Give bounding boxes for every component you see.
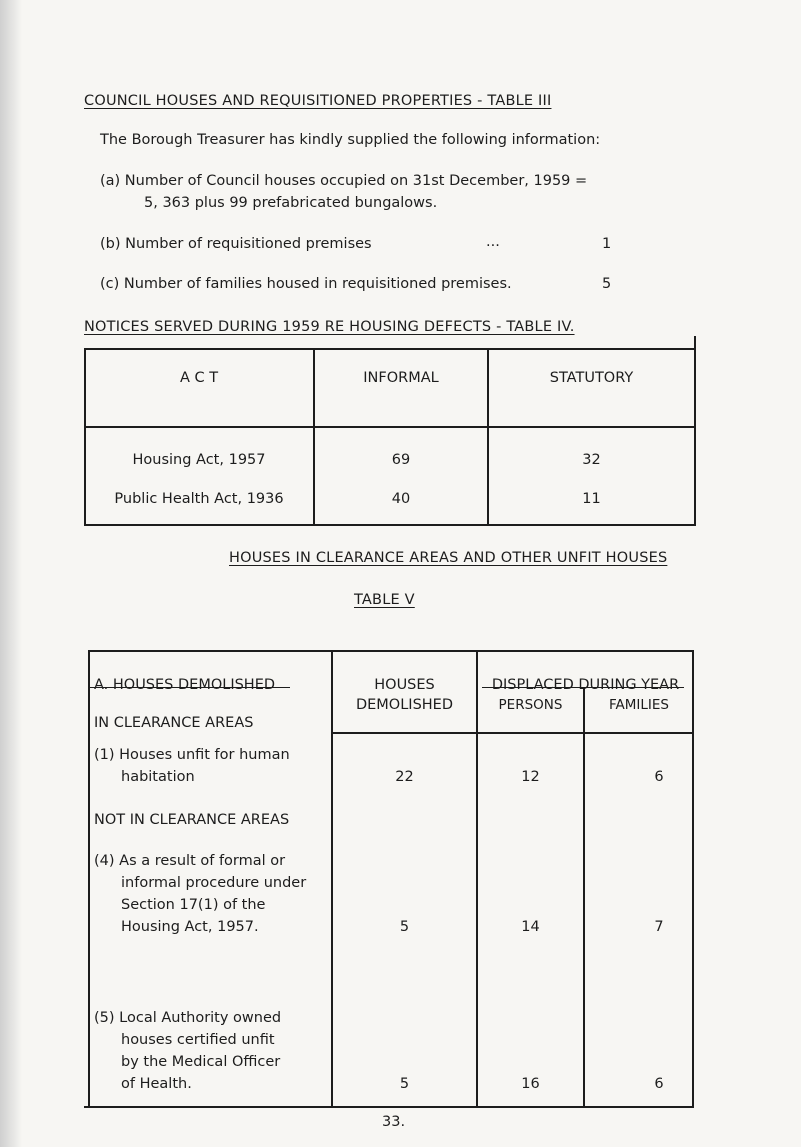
displaced-header: DISPLACED DURING YEAR	[491, 677, 680, 693]
table4-header-statutory: STATUTORY	[549, 370, 634, 386]
row4-label-2: informal procedure under	[121, 875, 307, 891]
table-cell: 16	[521, 1076, 540, 1092]
item-a-line1: (a) Number of Council houses occupied on 31st December, 1959 =	[100, 173, 588, 189]
table-cell: 40	[391, 491, 411, 507]
item-b-value: 1	[602, 236, 612, 252]
row1-label: (1) Houses unfit for human	[94, 747, 290, 763]
item-c-value: 5	[602, 276, 612, 292]
item-c-label: (c) Number of families housed in requisitioned premises.	[100, 276, 512, 292]
table-cell: 5	[399, 919, 410, 935]
table5-heading: HOUSES IN CLEARANCE AREAS AND OTHER UNFIT HOUSES	[229, 550, 668, 566]
item-b-label: (b) Number of requisitioned premises	[100, 236, 372, 252]
persons-header: PERSONS	[498, 697, 563, 713]
row4-label-3: Section 17(1) of the	[121, 897, 266, 913]
table-cell: 11	[582, 491, 601, 507]
table3-intro: The Borough Treasurer has kindly supplied the following information:	[100, 132, 601, 148]
table-row: Public Health Act, 1936	[114, 491, 284, 507]
row5-label-3: by the Medical Officer	[121, 1054, 281, 1070]
section-in-clearance: IN CLEARANCE AREAS	[94, 715, 254, 731]
row5-label-2: houses certified unfit	[121, 1032, 275, 1048]
row4-label-4: Housing Act, 1957.	[121, 919, 259, 935]
page-number: 33.	[382, 1114, 406, 1130]
houses-header-2: DEMOLISHED	[355, 697, 454, 713]
row5-label: (5) Local Authority owned	[94, 1010, 282, 1026]
table3-heading: COUNCIL HOUSES AND REQUISITIONED PROPERTIES - TABLE III	[84, 93, 552, 109]
table-cell: 5	[399, 1076, 410, 1092]
table-cell: 12	[521, 769, 540, 785]
table4	[84, 348, 696, 528]
row4-label: (4) As a result of formal or	[94, 853, 286, 869]
table-cell: 22	[395, 769, 414, 785]
scan-edge-shadow	[0, 0, 22, 1147]
table5	[88, 650, 694, 1132]
table4-heading: NOTICES SERVED DURING 1959 RE HOUSING DEFECTS - TABLE IV.	[84, 319, 575, 335]
row5-label-4: of Health.	[121, 1076, 192, 1092]
table-cell: 6	[654, 769, 664, 785]
item-b-dots: ...	[486, 234, 500, 250]
item-a-line2: 5, 363 plus 99 prefabricated bungalows.	[144, 195, 438, 211]
section-not-in-clearance: NOT IN CLEARANCE AREAS	[94, 812, 290, 828]
families-header: FAMILIES	[609, 697, 669, 713]
row1-label-2: habitation	[121, 769, 195, 785]
houses-header-1: HOUSES	[374, 677, 435, 693]
table4-header-act: A C T	[179, 370, 219, 386]
table-row: Housing Act, 1957	[132, 452, 266, 468]
table-cell: 7	[654, 919, 664, 935]
table5-subheading: TABLE V	[354, 592, 415, 608]
table-cell: 69	[391, 452, 411, 468]
table4-header-informal: INFORMAL	[363, 370, 439, 386]
table-cell: 14	[521, 919, 540, 935]
col-a-header: A. HOUSES DEMOLISHED	[94, 677, 276, 693]
table-cell: 32	[582, 452, 601, 468]
table-cell: 6	[654, 1076, 664, 1092]
